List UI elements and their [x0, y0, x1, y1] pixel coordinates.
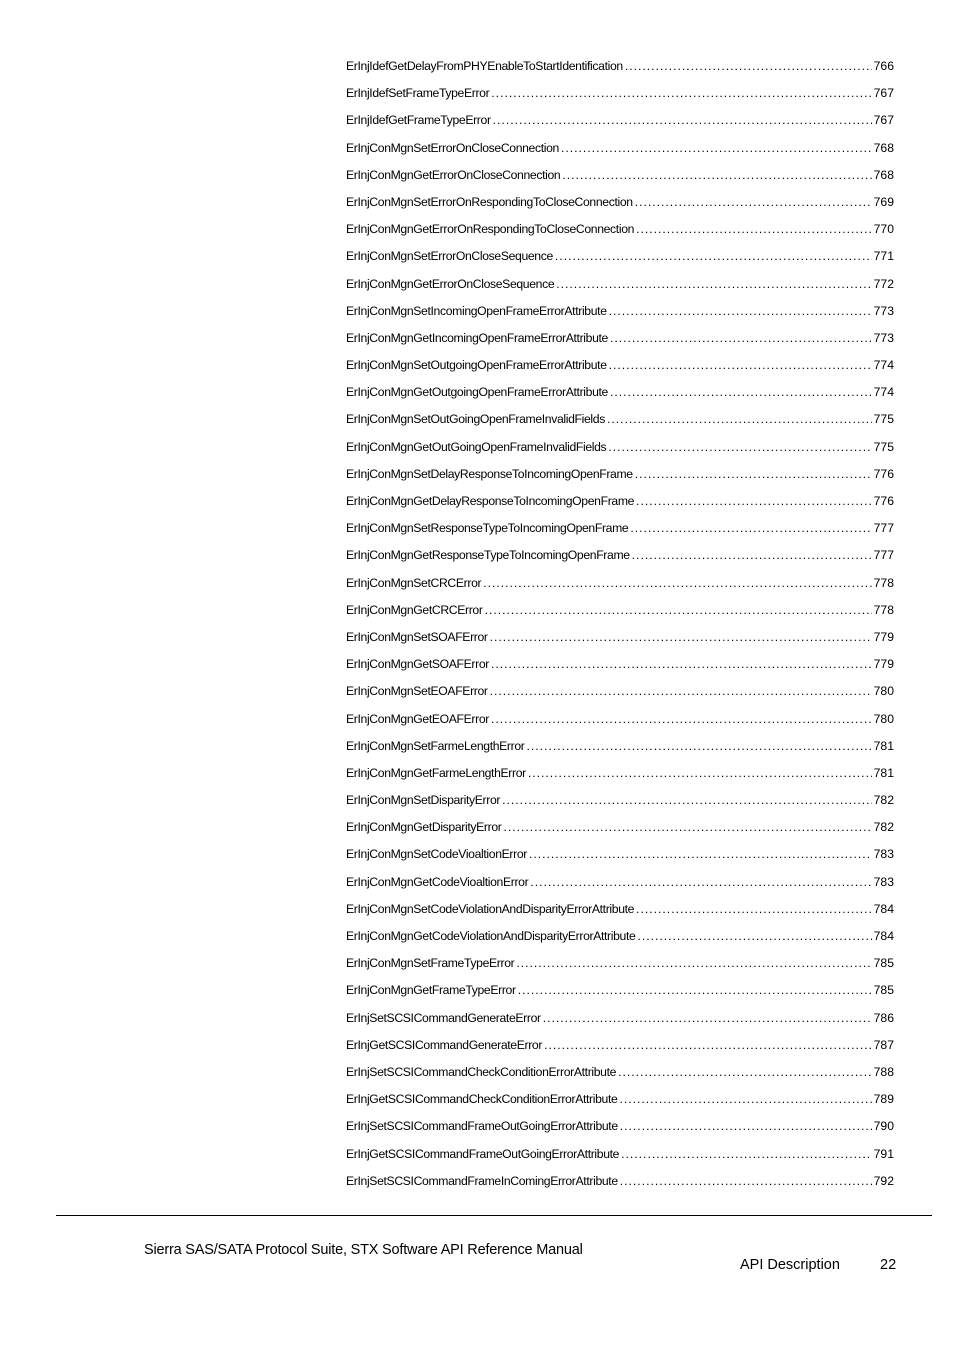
- toc-entry[interactable]: [346, 681, 894, 708]
- toc-entry-page-number[interactable]: 771: [873, 249, 894, 264]
- toc-entry-title[interactable]: ErInjIdefGetFrameTypeError: [346, 113, 491, 128]
- toc-entry-page-number[interactable]: 779: [873, 657, 894, 672]
- toc-entry[interactable]: [346, 600, 894, 627]
- toc-entry-page-number[interactable]: 769: [873, 194, 894, 209]
- toc-entry-page-number[interactable]: 775: [873, 439, 894, 454]
- toc-entry[interactable]: [346, 518, 894, 545]
- toc-dot-leader: [607, 409, 872, 429]
- toc-entry-title[interactable]: ErInjConMgnGetSOAFError: [346, 657, 489, 672]
- toc-entry[interactable]: [346, 192, 894, 219]
- toc-entry-title[interactable]: ErInjConMgnGetCodeVioaltionError: [346, 874, 529, 889]
- toc-entry[interactable]: [346, 110, 894, 137]
- toc-entry-title[interactable]: ErInjConMgnGetErrorOnCloseSequence: [346, 276, 555, 291]
- toc-entry-page-number[interactable]: 781: [873, 738, 894, 753]
- toc-entry-page-number[interactable]: 782: [873, 820, 894, 835]
- toc-entry-page-number[interactable]: 776: [873, 494, 894, 508]
- toc-entry-title[interactable]: ErInjConMgnSetFrameTypeError: [346, 956, 515, 971]
- toc-entry[interactable]: [346, 301, 894, 328]
- toc-entry[interactable]: [346, 382, 894, 409]
- toc-dot-leader: [527, 736, 872, 756]
- toc-entry-title[interactable]: ErInjConMgnSetIncomingOpenFrameErrorAttribute: [346, 303, 607, 318]
- toc-entry-title[interactable]: ErInjConMgnSetErrorOnCloseConnection: [346, 140, 559, 155]
- toc-entry[interactable]: [346, 817, 894, 844]
- toc-entry[interactable]: [346, 246, 894, 273]
- toc-entry-page-number[interactable]: 785: [873, 983, 894, 998]
- toc-dot-leader: [636, 491, 872, 511]
- toc-entry-title[interactable]: ErInjConMgnGetErrorOnRespondingToCloseConnection: [346, 222, 635, 237]
- toc-entry-page-number[interactable]: 784: [873, 929, 894, 943]
- toc-entry[interactable]: [346, 437, 894, 464]
- toc-entry-title[interactable]: ErInjConMgnGetFarmeLengthError: [346, 765, 526, 780]
- toc-dot-leader: [610, 382, 872, 402]
- toc-entry-page-number[interactable]: 766: [873, 59, 894, 73]
- footer-manual-title: Sierra SAS/SATA Protocol Suite, STX Software API Reference Manual: [144, 1242, 583, 1258]
- toc-entry-page-number[interactable]: 780: [873, 711, 894, 726]
- toc-entry[interactable]: [346, 545, 894, 572]
- toc-dot-leader: [632, 545, 872, 565]
- toc-dot-leader: [637, 926, 871, 946]
- toc-entry-page-number[interactable]: 790: [873, 1119, 894, 1134]
- toc-entry[interactable]: [346, 872, 894, 899]
- toc-entry-page-number[interactable]: 791: [873, 1146, 894, 1161]
- toc-dot-leader: [528, 763, 872, 783]
- toc-dot-leader: [609, 301, 872, 321]
- toc-entry-title[interactable]: ErInjConMgnGetCodeViolationAndDisparityErrorAttribute: [346, 929, 636, 943]
- toc-entry-title[interactable]: ErInjIdefSetFrameTypeError: [346, 86, 490, 101]
- toc-dot-leader: [636, 899, 872, 919]
- toc-dot-leader: [493, 110, 872, 130]
- toc-entry-title[interactable]: ErInjGetSCSICommandGenerateError: [346, 1037, 543, 1052]
- toc-entry-page-number[interactable]: 778: [873, 575, 894, 590]
- toc-entry-page-number[interactable]: 773: [873, 303, 894, 318]
- toc-entry-page-number[interactable]: 777: [873, 548, 894, 563]
- toc-entry-title[interactable]: ErInjGetSCSICommandCheckConditionErrorAttribute: [346, 1092, 618, 1107]
- toc-dot-leader: [490, 627, 872, 647]
- toc-entry-page-number[interactable]: 773: [873, 330, 894, 345]
- toc-entry-title[interactable]: ErInjConMgnGetResponseTypeToIncomingOpenFrame: [346, 548, 630, 563]
- toc-entry-page-number[interactable]: 783: [873, 874, 894, 889]
- toc-dot-leader: [483, 573, 871, 593]
- toc-entry-page-number[interactable]: 781: [873, 765, 894, 780]
- toc-entry-page-number[interactable]: 779: [873, 629, 894, 644]
- toc-entry-title[interactable]: ErInjConMgnGetOutGoingOpenFrameInvalidFields: [346, 439, 607, 454]
- footer-section-name: API Description: [740, 1257, 840, 1273]
- toc-dot-leader: [502, 790, 872, 810]
- toc-dot-leader: [490, 681, 872, 701]
- toc-dot-leader: [530, 872, 871, 892]
- toc-entry-page-number[interactable]: 767: [873, 113, 894, 128]
- toc-entry[interactable]: [346, 219, 894, 246]
- toc-entry[interactable]: [346, 138, 894, 165]
- toc-entry-page-number[interactable]: 767: [873, 86, 894, 101]
- toc-dot-leader: [609, 355, 872, 375]
- toc-entry-title[interactable]: ErInjConMgnSetErrorOnRespondingToCloseConnection: [346, 194, 633, 209]
- footer-divider: [56, 1215, 932, 1216]
- toc-entry-title[interactable]: ErInjConMgnSetResponseTypeToIncomingOpenFrame: [346, 521, 629, 536]
- toc-entry-page-number[interactable]: 770: [873, 222, 894, 237]
- toc-dot-leader: [491, 709, 872, 729]
- toc-entry-title[interactable]: ErInjConMgnSetEOAFError: [346, 684, 488, 699]
- toc-dot-leader: [491, 83, 871, 103]
- toc-entry[interactable]: [346, 654, 894, 681]
- toc-entry-title[interactable]: ErInjConMgnGetOutgoingOpenFrameErrorAttribute: [346, 385, 608, 400]
- toc-entry-title[interactable]: ErInjConMgnGetErrorOnCloseConnection: [346, 167, 561, 182]
- toc-entry[interactable]: [346, 627, 894, 654]
- toc-entry[interactable]: [346, 83, 894, 110]
- toc-entry[interactable]: [346, 165, 894, 192]
- toc-entry-page-number[interactable]: 787: [873, 1037, 894, 1052]
- toc-entry-page-number[interactable]: 774: [873, 358, 894, 373]
- toc-dot-leader: [618, 1062, 872, 1082]
- toc-entry[interactable]: [346, 573, 894, 600]
- toc-entry-page-number[interactable]: 788: [873, 1064, 894, 1079]
- toc-entry-title[interactable]: ErInjConMgnGetEOAFError: [346, 711, 489, 726]
- toc-dot-leader: [635, 192, 872, 212]
- toc-dot-leader: [608, 437, 871, 457]
- toc-entry[interactable]: [346, 709, 894, 736]
- toc-entry[interactable]: [346, 1008, 894, 1035]
- toc-entry-page-number[interactable]: 789: [873, 1092, 894, 1107]
- toc-entry-page-number[interactable]: 780: [873, 684, 894, 699]
- table-of-contents: [346, 56, 894, 1198]
- toc-entry-page-number[interactable]: 782: [873, 793, 894, 808]
- toc-dot-leader: [544, 1035, 872, 1055]
- toc-entry[interactable]: [346, 409, 894, 436]
- toc-entry[interactable]: [346, 899, 894, 926]
- toc-dot-leader: [503, 817, 871, 837]
- toc-entry-title[interactable]: ErInjConMgnSetDisparityError: [346, 793, 501, 808]
- toc-entry-title[interactable]: ErInjConMgnSetCodeVioaltionError: [346, 847, 527, 862]
- toc-entry-title[interactable]: ErInjSetSCSICommandGenerateError: [346, 1010, 541, 1025]
- toc-dot-leader: [621, 1144, 872, 1164]
- toc-dot-leader: [485, 600, 872, 620]
- toc-dot-leader: [529, 844, 872, 864]
- toc-entry[interactable]: [346, 491, 894, 518]
- toc-entry-title[interactable]: ErInjSetSCSICommandFrameInComingErrorAttribute: [346, 1173, 618, 1188]
- toc-entry-page-number[interactable]: 783: [873, 847, 894, 862]
- toc-entry-page-number[interactable]: 774: [873, 385, 894, 400]
- toc-entry-title[interactable]: ErInjConMgnSetOutgoingOpenFrameErrorAttribute: [346, 358, 607, 373]
- toc-entry[interactable]: [346, 1089, 894, 1116]
- footer-page-number: 22: [880, 1257, 897, 1273]
- toc-dot-leader: [543, 1008, 872, 1028]
- toc-dot-leader: [636, 219, 872, 239]
- toc-entry-title[interactable]: ErInjConMgnGetDelayResponseToIncomingOpenFrame: [346, 494, 635, 508]
- toc-dot-leader: [491, 654, 872, 674]
- toc-entry-page-number[interactable]: 792: [873, 1173, 894, 1188]
- toc-entry-title[interactable]: ErInjConMgnSetOutGoingOpenFrameInvalidFields: [346, 412, 605, 427]
- toc-entry-title[interactable]: ErInjConMgnGetFrameTypeError: [346, 983, 516, 998]
- toc-entry[interactable]: [346, 980, 894, 1007]
- toc-dot-leader: [619, 1089, 871, 1109]
- toc-entry-title[interactable]: ErInjConMgnGetDisparityError: [346, 820, 502, 835]
- toc-entry[interactable]: [346, 1144, 894, 1171]
- toc-entry[interactable]: [346, 736, 894, 763]
- toc-entry-title[interactable]: ErInjConMgnSetFarmeLengthError: [346, 738, 525, 753]
- toc-entry[interactable]: [346, 763, 894, 790]
- toc-entry-title[interactable]: ErInjConMgnGetIncomingOpenFrameErrorAttribute: [346, 330, 608, 345]
- toc-dot-leader: [630, 518, 871, 538]
- toc-entry[interactable]: [346, 1062, 894, 1089]
- toc-entry[interactable]: [346, 1116, 894, 1143]
- toc-entry[interactable]: [346, 464, 894, 491]
- toc-dot-leader: [625, 56, 872, 76]
- toc-dot-leader: [620, 1171, 872, 1191]
- toc-entry[interactable]: [346, 355, 894, 382]
- toc-entry-title[interactable]: ErInjConMgnSetCRCError: [346, 575, 482, 590]
- toc-entry-title[interactable]: ErInjConMgnSetCodeViolationAndDisparityErrorAttribute: [346, 901, 635, 916]
- toc-dot-leader: [620, 1116, 872, 1136]
- toc-entry-title[interactable]: ErInjConMgnGetCRCError: [346, 602, 483, 617]
- toc-entry-page-number[interactable]: 785: [873, 956, 894, 971]
- toc-dot-leader: [562, 165, 871, 185]
- toc-entry-title[interactable]: ErInjConMgnSetSOAFError: [346, 629, 488, 644]
- toc-entry-page-number[interactable]: 772: [873, 276, 894, 291]
- toc-entry-page-number[interactable]: 768: [873, 140, 894, 155]
- toc-entry-title[interactable]: ErInjSetSCSICommandCheckConditionErrorAttribute: [346, 1064, 617, 1079]
- toc-entry[interactable]: [346, 1171, 894, 1198]
- toc-dot-leader: [516, 953, 871, 973]
- toc-entry[interactable]: [346, 790, 894, 817]
- toc-dot-leader: [635, 464, 872, 484]
- toc-entry[interactable]: [346, 844, 894, 871]
- toc-entry-page-number[interactable]: 778: [873, 602, 894, 617]
- toc-entry[interactable]: [346, 1035, 894, 1062]
- toc-dot-leader: [610, 328, 872, 348]
- toc-entry-page-number[interactable]: 776: [873, 466, 894, 481]
- toc-entry[interactable]: [346, 328, 894, 355]
- toc-dot-leader: [555, 246, 872, 266]
- toc-entry[interactable]: [346, 56, 894, 83]
- toc-entry-page-number[interactable]: 768: [873, 167, 894, 182]
- toc-entry-title[interactable]: ErInjConMgnSetErrorOnCloseSequence: [346, 249, 553, 264]
- toc-entry[interactable]: [346, 926, 894, 953]
- toc-dot-leader: [556, 274, 871, 294]
- toc-entry-title[interactable]: ErInjConMgnSetDelayResponseToIncomingOpenFrame: [346, 466, 633, 481]
- toc-dot-leader: [518, 980, 872, 1000]
- toc-entry[interactable]: [346, 274, 894, 301]
- toc-entry-page-number[interactable]: 784: [873, 901, 894, 916]
- toc-entry-page-number[interactable]: 777: [873, 521, 894, 536]
- toc-entry-title[interactable]: ErInjGetSCSICommandFrameOutGoingErrorAttribute: [346, 1146, 620, 1161]
- toc-entry-title[interactable]: ErInjIdefGetDelayFromPHYEnableToStartIdentification: [346, 59, 623, 73]
- toc-dot-leader: [561, 138, 872, 158]
- toc-entry[interactable]: [346, 953, 894, 980]
- toc-entry-page-number[interactable]: 786: [873, 1010, 894, 1025]
- toc-entry-title[interactable]: ErInjSetSCSICommandFrameOutGoingErrorAttribute: [346, 1119, 618, 1134]
- toc-entry-page-number[interactable]: 775: [873, 412, 894, 427]
